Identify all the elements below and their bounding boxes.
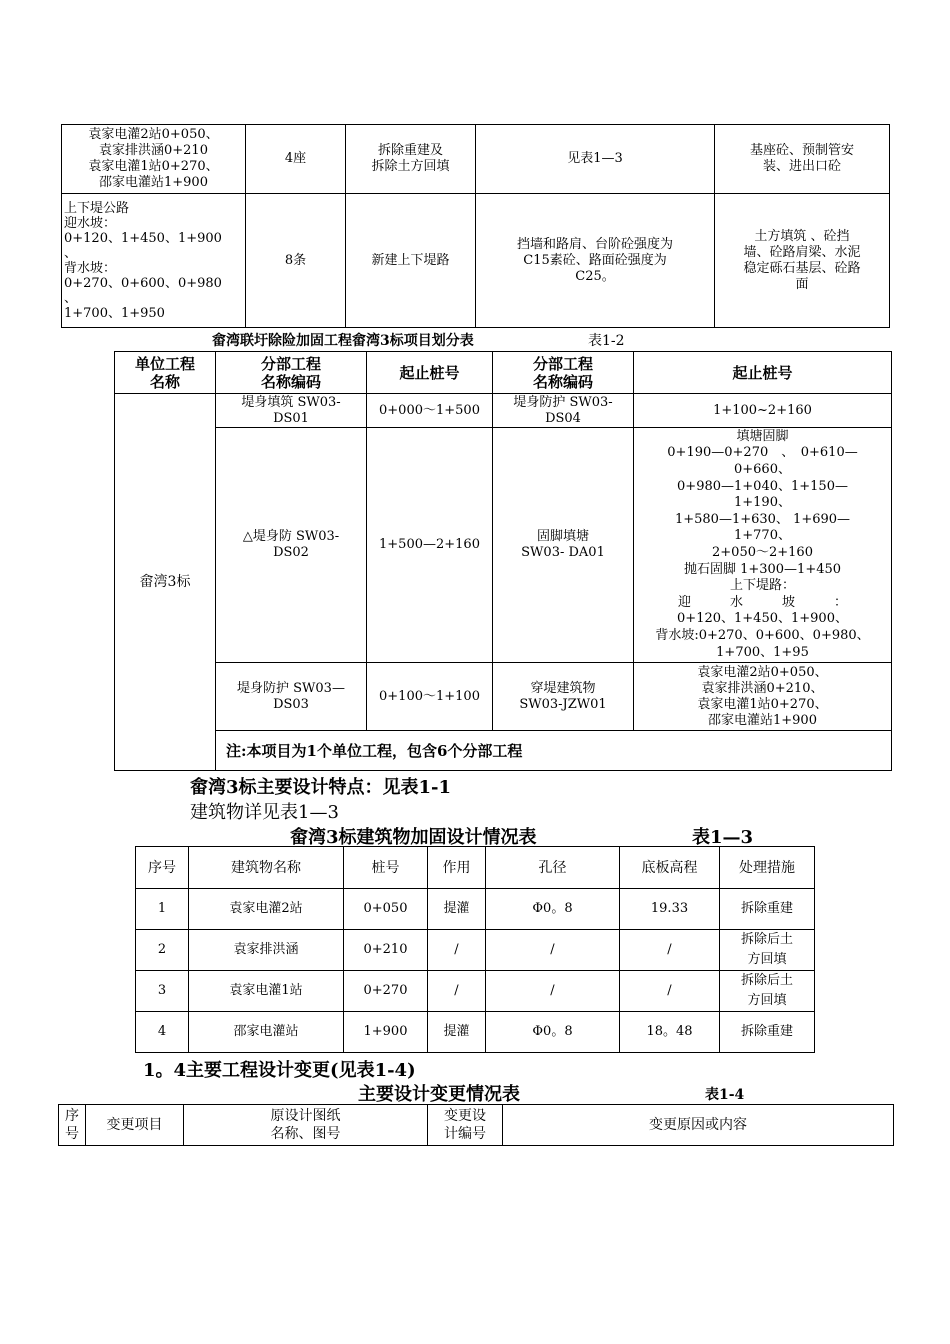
unit-name: 畲湾3标 — [115, 394, 216, 771]
t13-cell: 袁家电灌2站 — [189, 889, 344, 930]
t13-cell: 2 — [136, 930, 189, 971]
t13-cell: 拆除后土 方回填 — [720, 930, 815, 971]
t12-r1-d: 填塘固脚 0+190—0+270 、 0+610— 0+660、 0+980—1+040、1+150— 1+190、 1+580—1+630、 1+690— 1+770、 2+050～2+160 抛石固脚 1+300—1+450 上下堤路： 迎 水 坡 ： 0+120、1+450、1+900、 背水坡:0+270、0+600、0+980、 1+700、1+95 — [634, 428, 892, 663]
t12-r2-d: 袁家电灌2站0+050、 袁家排洪涵0+210、 袁家电灌1站0+270、 邵家电灌站1+900 — [634, 663, 892, 731]
t13-cell: / — [486, 930, 620, 971]
table-note: 注:本项目为1个单位工程，包含6个分部工程 — [216, 731, 892, 771]
t0-r0-c3: 拆除重建及 拆除土方回填 — [346, 125, 476, 194]
t13-cell: / — [428, 971, 486, 1012]
building-reinforcement-table — [135, 846, 815, 1053]
t14-h1: 变更项目 — [86, 1105, 184, 1146]
t0-r1-c1: 上下堤公路 迎水坡： 0+120、1+450、1+900 、 背水坡： 0+270、0+600、0+980 、 1+700、1+950 — [62, 194, 246, 328]
table-row — [115, 428, 892, 663]
table-1-2-number: 表1-2 — [588, 333, 625, 349]
continuation-table — [61, 124, 890, 328]
t13-cell: 拆除重建 — [720, 1012, 815, 1053]
t0-r0-c5: 基座砼、预制管安 装、进出口砼 — [715, 125, 890, 194]
t13-cell: 袁家电灌1站 — [189, 971, 344, 1012]
t13-cell: 19.33 — [620, 889, 720, 930]
t13-cell: / — [428, 930, 486, 971]
t13-cell: 袁家排洪涵 — [189, 930, 344, 971]
t0-r0-c4: 见表1—3 — [476, 125, 715, 194]
table-row — [136, 1012, 815, 1053]
t13-cell: 0+210 — [344, 930, 428, 971]
t12-r1-a: △堤身防 SW03- DS02 — [216, 428, 367, 663]
table-row — [62, 125, 890, 194]
table-row — [62, 194, 890, 328]
table-row — [115, 394, 892, 428]
t0-r1-c2: 8条 — [246, 194, 346, 328]
t13-h3: 作用 — [428, 847, 486, 889]
t0-r0-c1: 袁家电灌2站0+050、 袁家排洪涵0+210 袁家电灌1站0+270、 邵家电灌站1+900 — [62, 125, 246, 194]
table-row — [115, 731, 892, 771]
t13-cell: / — [620, 930, 720, 971]
table-header-row — [59, 1105, 894, 1146]
t0-r1-c5: 土方填筑 、砼挡 墙、砼路肩梁、水泥 稳定砾石基层、砼路 面 — [715, 194, 890, 328]
t12-r0-b: 0+000～1+500 — [367, 394, 493, 428]
t13-cell: 邵家电灌站 — [189, 1012, 344, 1053]
table-1-4-number: 表1-4 — [705, 1087, 745, 1103]
t12-r2-b: 0+100～1+100 — [367, 663, 493, 731]
t13-h5: 底板高程 — [620, 847, 720, 889]
table-row — [136, 889, 815, 930]
t13-cell: 提灌 — [428, 1012, 486, 1053]
t12-h1: 分部工程 名称编码 — [216, 352, 367, 394]
t12-r0-a: 堤身填筑 SW03- DS01 — [216, 394, 367, 428]
t12-r2-a: 堤身防护 SW03— DS03 — [216, 663, 367, 731]
t13-cell: 3 — [136, 971, 189, 1012]
t13-cell: 拆除重建 — [720, 889, 815, 930]
design-change-table — [58, 1104, 894, 1146]
building-detail-line: 建筑物详见表1—3 — [190, 802, 339, 823]
t12-h3: 分部工程 名称编码 — [493, 352, 634, 394]
t14-h3: 变更设 计编号 — [428, 1105, 503, 1146]
project-division-table — [114, 351, 892, 771]
t0-r0-c2: 4座 — [246, 125, 346, 194]
t12-r0-c: 堤身防护 SW03- DS04 — [493, 394, 634, 428]
t13-cell: / — [486, 971, 620, 1012]
design-feature-line: 畲湾3标主要设计特点：见表1-1 — [190, 777, 452, 798]
t12-r1-c: 固脚填塘 SW03- DA01 — [493, 428, 634, 663]
t13-h4: 孔径 — [486, 847, 620, 889]
table-row — [136, 930, 815, 971]
section-heading: 1。4主要工程设计变更(见表1-4) — [143, 1060, 416, 1081]
table-header-row — [115, 352, 892, 394]
t13-cell: 1+900 — [344, 1012, 428, 1053]
t13-cell: / — [620, 971, 720, 1012]
t13-cell: Φ0。8 — [486, 1012, 620, 1053]
t13-h6: 处理措施 — [720, 847, 815, 889]
t13-cell: 4 — [136, 1012, 189, 1053]
table-row — [115, 663, 892, 731]
t13-cell: 0+270 — [344, 971, 428, 1012]
t13-cell: 提灌 — [428, 889, 486, 930]
t13-cell: 拆除后土 方回填 — [720, 971, 815, 1012]
table-row — [136, 971, 815, 1012]
t13-h1: 建筑物名称 — [189, 847, 344, 889]
t12-r1-b: 1+500—2+160 — [367, 428, 493, 663]
t12-h0: 单位工程 名称 — [115, 352, 216, 394]
t14-h2: 原设计图纸 名称、图号 — [184, 1105, 428, 1146]
t13-cell: 1 — [136, 889, 189, 930]
t13-h2: 桩号 — [344, 847, 428, 889]
t12-h2: 起止桩号 — [367, 352, 493, 394]
t13-cell: 18。48 — [620, 1012, 720, 1053]
table-1-4-title: 主要设计变更情况表 — [358, 1084, 520, 1105]
t0-r1-c4: 挡墙和路肩、台阶砼强度为 C15素砼、路面砼强度为 C25。 — [476, 194, 715, 328]
t13-cell: Φ0。8 — [486, 889, 620, 930]
t12-h4: 起止桩号 — [634, 352, 892, 394]
t12-r2-c: 穿堤建筑物 SW03-JZW01 — [493, 663, 634, 731]
t0-r1-c3: 新建上下堤路 — [346, 194, 476, 328]
table-1-2-title: 畲湾联圩除险加固工程畲湾3标项目划分表 — [212, 333, 474, 349]
t13-cell: 0+050 — [344, 889, 428, 930]
t14-h0: 序 号 — [59, 1105, 86, 1146]
table-header-row — [136, 847, 815, 889]
t14-h4: 变更原因或内容 — [503, 1105, 894, 1146]
t12-r0-d: 1+100~2+160 — [634, 394, 892, 428]
table-1-3-number: 表1—3 — [692, 827, 754, 848]
table-1-3-title: 畲湾3标建筑物加固设计情况表 — [290, 827, 537, 848]
t13-h0: 序号 — [136, 847, 189, 889]
